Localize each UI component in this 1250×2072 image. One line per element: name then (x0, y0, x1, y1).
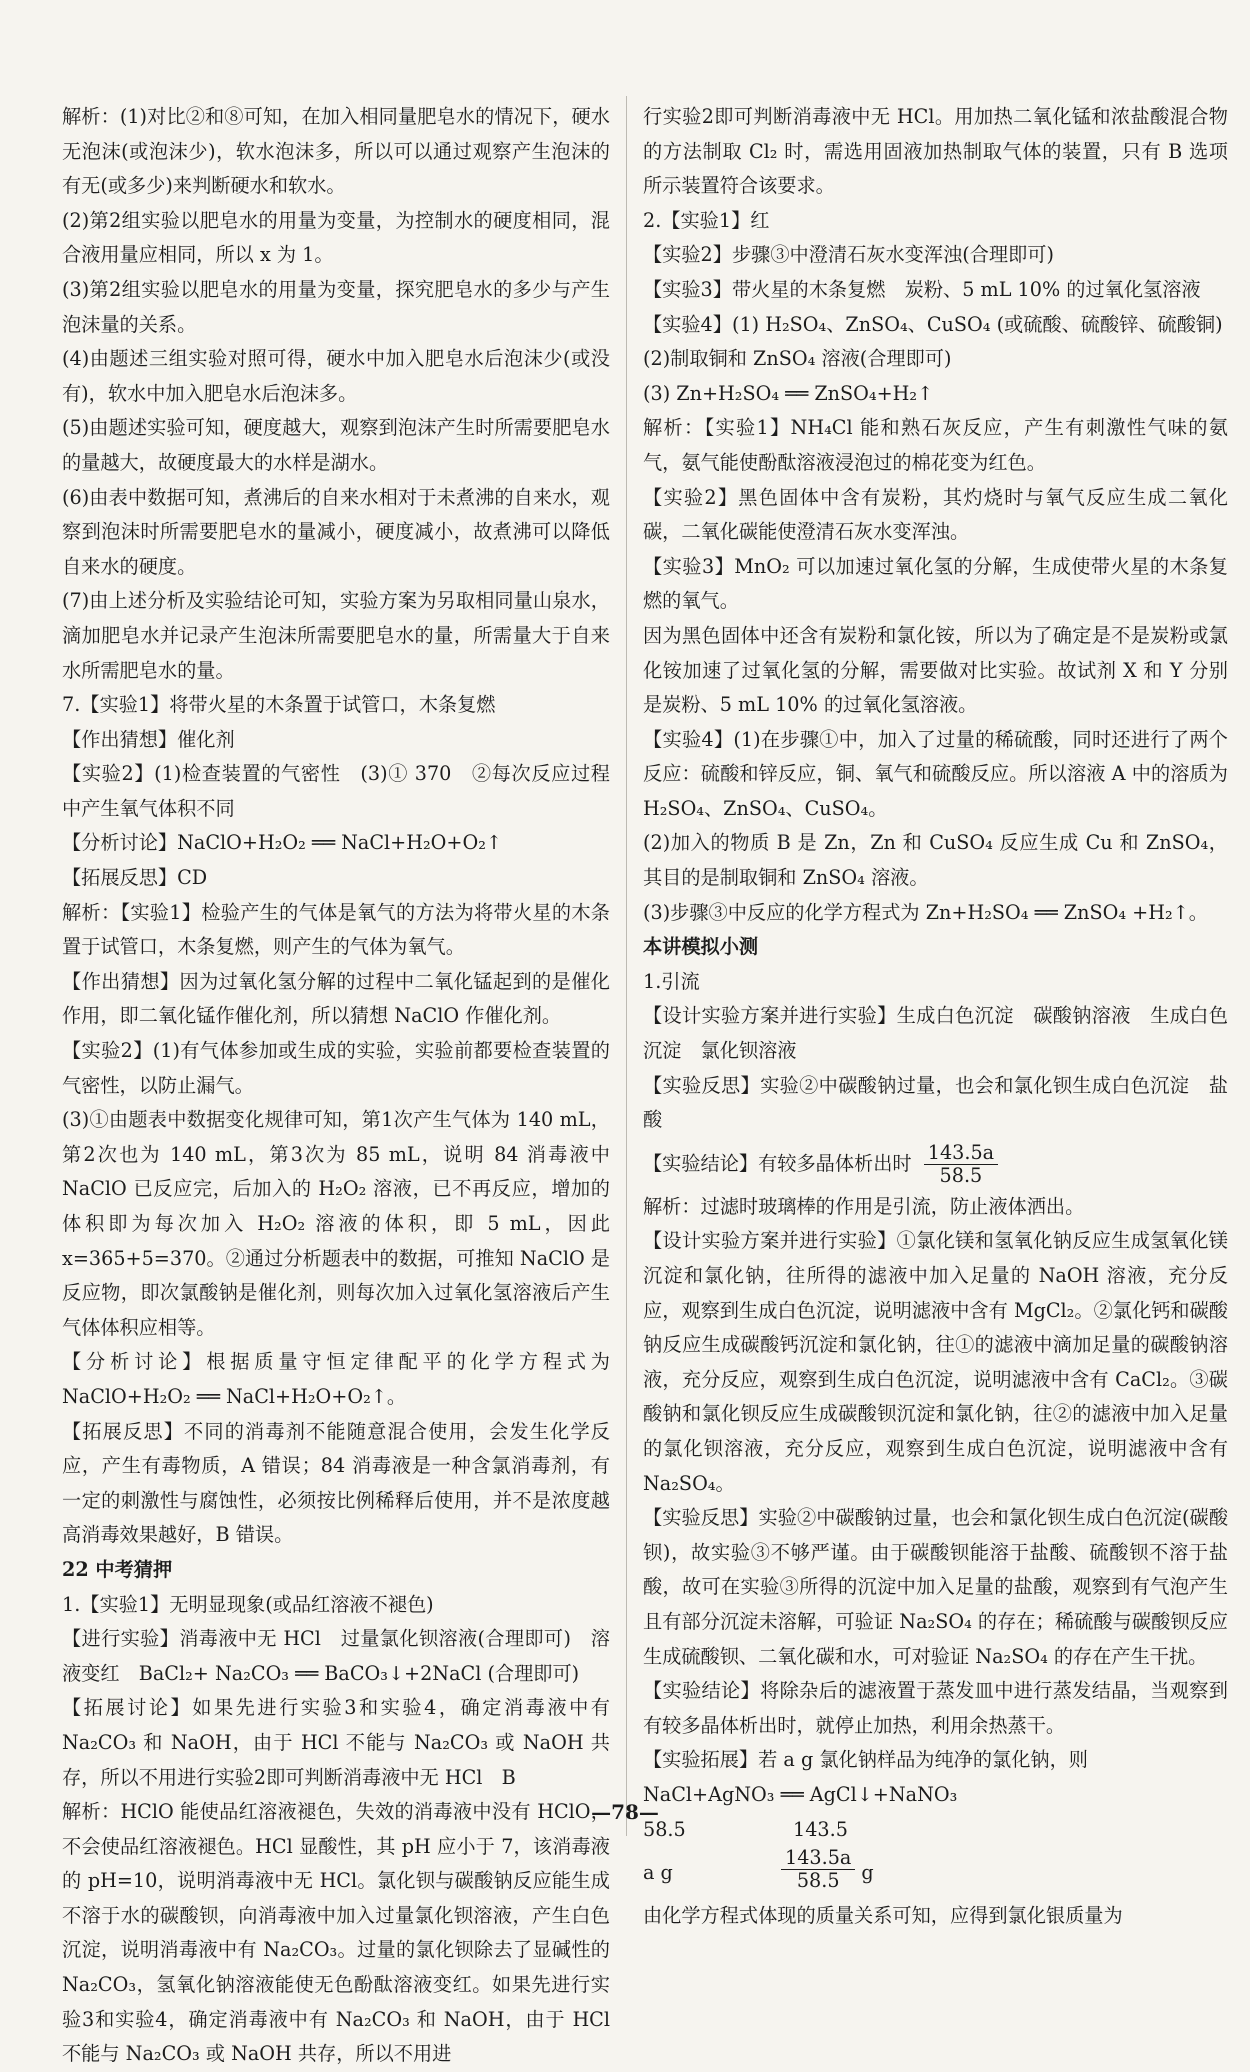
calc-value: a g (643, 1861, 673, 1885)
paragraph: (6)由表中数据可知，煮沸后的自来水相对于未煮沸的自来水，观察到泡沫时所需要肥皂水的量减小，硬度减小，故煮沸可以降低自来水的硬度。 (62, 485, 610, 578)
paragraph: 【分析讨论】根据质量守恒定律配平的化学方程式为 NaClO+H₂O₂ ══ NaCl+H₂O+O₂↑。 (62, 1350, 610, 1408)
paragraph: 【设计实验方案并进行实验】生成白色沉淀 碳酸钠溶液 生成白色沉淀 氯化钡溶液 (643, 1004, 1228, 1063)
paragraph: 解析：【实验1】检验产生的气体是氧气的方法为将带火星的木条置于试管口，木条复燃，则产生的气体为氧气。 (62, 900, 610, 959)
paragraph: 由化学方程式体现的质量关系可知，应得到氯化银质量为 (643, 1904, 1123, 1928)
paragraph: 解析：(1)对比②和⑧可知，在加入相同量肥皂水的情况下，硬水无泡沫(或泡沫少)，软水泡沫多，所以可以通过观察产生泡沫的有无(或多少)来判断硬水和软水。 (62, 105, 610, 198)
conclusion-text: 【实验结论】有较多晶体析出时 (643, 1151, 912, 1175)
paragraph: 【实验3】带火星的木条复燃 炭粉、5 mL 10% 的过氧化氢溶液 (643, 277, 1201, 301)
section-heading: 22 中考猜押 (62, 1557, 173, 1581)
paragraph: 【作出猜想】因为过氧化氢分解的过程中二氧化锰起到的是催化作用，即二氧化锰作催化剂，所以猜想 NaClO 作催化剂。 (62, 969, 610, 1028)
left-column (62, 100, 610, 2072)
conclusion-line (643, 1138, 1228, 1190)
paragraph: 解析：【实验1】NH₄Cl 能和熟石灰反应，产生有刺激性气味的氨气，氨气能使酚酞溶液浸泡过的棉花变为红色。 (643, 416, 1228, 474)
paragraph: 解析：过滤时玻璃棒的作用是引流，防止液体洒出。 (643, 1194, 1085, 1218)
paragraph: 【实验4】(1) H₂SO₄、ZnSO₄、CuSO₄ (或硫酸、硫酸锌、硫酸铜) (643, 312, 1223, 336)
paragraph: 【作出猜想】催化剂 (62, 727, 235, 751)
paragraph: 【实验反思】实验②中碳酸钠过量，也会和氯化钡生成白色沉淀 盐酸 (643, 1073, 1228, 1132)
paragraph: (3)①由题表中数据变化规律可知，第1次产生气体为 140 mL，第2次也为 140 mL，第3次为 85 mL，说明 84 消毒液中 NaClO 已反应完，后加入的 H₂O₂ 溶液，已不再反应，增加的体积即为每次加入 H₂O₂ 溶液的体积，即 5 mL，因此 x=365+5=370。②通过分析题表中的数据，可推知 NaClO 是反应物，即次氯酸钠是催化剂，则每次加入过氧化氢溶液后产生气体体积应相等。 (62, 1108, 610, 1339)
paragraph: (2)加入的物质 B 是 Zn，Zn 和 CuSO₄ 反应生成 Cu 和 ZnSO₄，其目的是制取铜和 ZnSO₄ 溶液。 (643, 831, 1228, 890)
fraction-numerator: 143.5a (781, 1847, 855, 1870)
paragraph: 【实验结论】将除杂后的滤液置于蒸发皿中进行蒸发结晶，当观察到有较多晶体析出时，就停止加热，利用余热蒸干。 (643, 1679, 1228, 1737)
paragraph: (2)制取铜和 ZnSO₄ 溶液(合理即可) (643, 347, 952, 371)
paragraph: 【实验3】MnO₂ 可以加速过氧化氢的分解，生成使带火星的木条复燃的氧气。 (643, 554, 1228, 613)
right-column (643, 100, 1228, 1934)
paragraph: 行实验2即可判断消毒液中无 HCl。用加热二氧化锰和浓盐酸混合物的方法制取 Cl₂ 时，需选用固液加热制取气体的装置，只有 B 选项所示装置符合该要求。 (643, 105, 1228, 198)
paragraph: 【进行实验】消毒液中无 HCl 过量氯化钡溶液(合理即可) 溶液变红 BaCl₂+ Na₂CO₃ ══ BaCO₃↓+2NaCl (合理即可) (62, 1627, 610, 1685)
paragraph: 2.【实验1】红 (643, 208, 770, 232)
paragraph: 【拓展讨论】如果先进行实验3和实验4，确定消毒液中有 Na₂CO₃ 和 NaOH，由于 HCl 不能与 Na₂CO₃ 或 NaOH 共存，所以不用进行实验2即可判断消毒液中无 HCl B (62, 1696, 610, 1789)
paragraph: (4)由题述三组实验对照可得，硬水中加入肥皂水后泡沫少(或没有)，软水中加入肥皂水后泡沫多。 (62, 347, 610, 405)
page-number: —78— (591, 1800, 659, 1824)
equation: NaCl+AgNO₃ ══ AgCl↓+NaNO₃ (643, 1782, 958, 1806)
fraction (924, 1142, 998, 1187)
calc-value: 143.5 (793, 1817, 848, 1841)
section-heading: 本讲模拟小测 (643, 935, 759, 959)
paragraph: 【实验2】(1)有气体参加或生成的实验，实验前都要检查装置的气密性，以防止漏气。 (62, 1039, 610, 1097)
paragraph: (2)第2组实验以肥皂水的用量为变量，为控制水的硬度相同，混合液用量应相同，所以 x 为 1。 (62, 208, 610, 267)
fraction-numerator: 143.5a (924, 1142, 998, 1165)
fraction-denominator: 58.5 (796, 1869, 840, 1893)
paragraph: 【实验反思】实验②中碳酸钠过量，也会和氯化钡生成白色沉淀(碳酸钡)，故实验③不够严谨。由于碳酸钡能溶于盐酸、硫酸钡不溶于盐酸，故可在实验③所得的沉淀中加入足量的盐酸，观察到有气泡产生且有部分沉淀未溶解，可验证 Na₂SO₄ 的存在；稀硫酸与碳酸钡反应生成硫酸钡、二氧化碳和水，可对验证 Na₂SO₄ 的存在产生干扰。 (643, 1506, 1228, 1668)
paragraph: 解析：HClO 能使品红溶液褪色，失效的消毒液中没有 HClO，不会使品红溶液褪色。HCl 显酸性，其 pH 应小于 7，该消毒液的 pH=10，说明消毒液中无 HCl。氯化钡与碳酸钠反应能生成不溶于水的碳酸钡，向消毒液中加入过量氯化钡溶液，产生白色沉淀，说明消毒液中有 Na₂CO₃。过量的氯化钡除去了显碱性的 Na₂CO₃，氢氧化钠溶液能使无色酚酞溶液变红。如果先进行实验3和实验4，确定消毒液中有 Na₂CO₃ 和 NaOH，由于 HCl 不能与 Na₂CO₃ 或 NaOH 共存，所以不用进 (62, 1800, 610, 2066)
column-divider (626, 96, 627, 1836)
paragraph: (5)由题述实验可知，硬度越大，观察到泡沫产生时所需要肥皂水的量越大，故硬度最大的水样是湖水。 (62, 416, 610, 474)
calc-row (643, 1847, 1228, 1899)
paragraph: 【实验4】(1)在步骤①中，加入了过量的稀硫酸，同时还进行了两个反应：硫酸和锌反应，铜、氧气和硫酸反应。所以溶液 A 中的溶质为 H₂SO₄、ZnSO₄、CuSO₄。 (643, 727, 1228, 820)
paragraph: 【实验2】步骤③中澄清石灰水变浑浊(合理即可) (643, 243, 1054, 267)
paragraph: (3)步骤③中反应的化学方程式为 Zn+H₂SO₄ ══ ZnSO₄ +H₂↑。 (643, 900, 1208, 924)
paragraph: (3) Zn+H₂SO₄ ══ ZnSO₄+H₂↑ (643, 381, 934, 405)
paragraph: 7.【实验1】将带火星的木条置于试管口，木条复燃 (62, 693, 496, 717)
paragraph: 【实验2】黑色固体中含有炭粉，其灼烧时与氧气反应生成二氧化碳，二氧化碳能使澄清石灰水变浑浊。 (643, 485, 1228, 544)
paragraph: 【实验2】(1)检查装置的气密性 (3)① 370 ②每次反应过程中产生氧气体积不同 (62, 762, 610, 820)
calc-value: 58.5 (643, 1817, 686, 1841)
paragraph: 1.引流 (643, 969, 700, 993)
calc-unit: g (861, 1861, 874, 1885)
paragraph: 【设计实验方案并进行实验】①氯化镁和氢氧化钠反应生成氢氧化镁沉淀和氯化钠，往所得的滤液中加入足量的 NaOH 溶液，充分反应，观察到生成白色沉淀，说明滤液中含有 MgCl₂。②氯化钙和碳酸钠反应生成碳酸钙沉淀和氯化钠，往①的滤液中滴加足量的碳酸钠溶液，充分反应，观察到生成白色沉淀，说明滤液中含有 CaCl₂。③碳酸钠和氯化钡反应生成碳酸钡沉淀和氯化钠，往②的滤液中加入足量的氯化钡溶液，充分反应，观察到生成白色沉淀，说明滤液中含有 Na₂SO₄。 (643, 1229, 1228, 1495)
paragraph: 【实验拓展】若 a g 氯化钠样品为纯净的氯化钠，则 (643, 1748, 1088, 1772)
paragraph: (3)第2组实验以肥皂水的用量为变量，探究肥皂水的多少与产生泡沫量的关系。 (62, 277, 610, 336)
fraction (781, 1847, 855, 1899)
paragraph: 【拓展反思】CD (62, 866, 208, 890)
paragraph: (7)由上述分析及实验结论可知，实验方案为另取相同量山泉水，滴加肥皂水并记录产生泡沫所需要肥皂水的量，所需量大于自来水所需肥皂水的量。 (62, 589, 610, 682)
fraction-denominator: 58.5 (939, 1164, 983, 1188)
paragraph: 1.【实验1】无明显现象(或品红溶液不褪色) (62, 1592, 434, 1616)
paragraph: 【拓展反思】不同的消毒剂不能随意混合使用，会发生化学反应，产生有毒物质，A 错误；84 消毒液是一种含氯消毒剂，有一定的刺激性与腐蚀性，必须按比例稀释后使用，并不是浓度越高消毒效果越好，B 错误。 (62, 1419, 610, 1547)
paragraph: 因为黑色固体中还含有炭粉和氯化铵，所以为了确定是不是炭粉或氯化铵加速了过氧化氢的分解，需要做对比实验。故试剂 X 和 Y 分别是炭粉、5 mL 10% 的过氧化氢溶液。 (643, 623, 1228, 717)
paragraph: 【分析讨论】NaClO+H₂O₂ ══ NaCl+H₂O+O₂↑ (62, 831, 502, 855)
